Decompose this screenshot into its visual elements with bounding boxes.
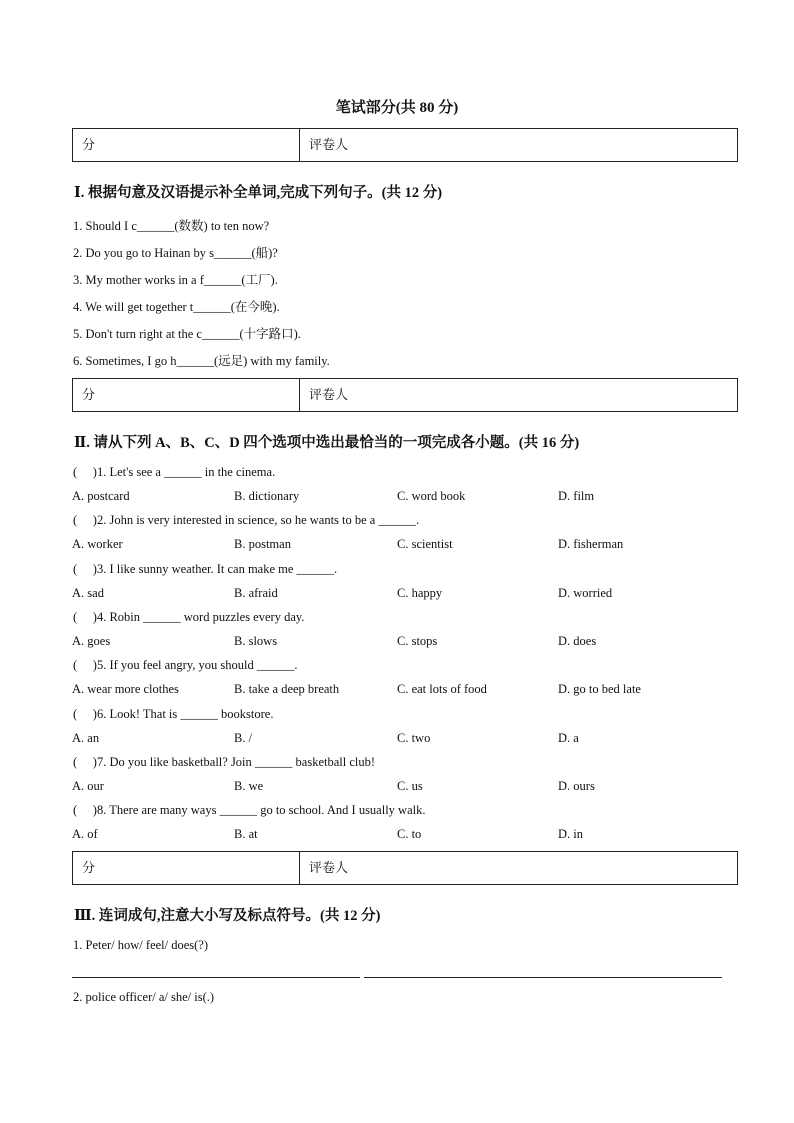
answer-option[interactable]: B. afraid <box>234 585 278 600</box>
answer-option[interactable]: D. fisherman <box>558 537 624 552</box>
answer-option[interactable]: D. film <box>558 489 595 503</box>
answer-option[interactable]: A. of <box>72 827 98 842</box>
question-stem: ( )1. Let's see a ______ in the cinema. <box>73 465 276 479</box>
answer-option[interactable]: C. word book <box>397 489 466 503</box>
answer-option[interactable]: C. stops <box>397 633 438 648</box>
question-stem: ( )5. If you feel angry, you should ______. <box>73 658 298 673</box>
answer-option[interactable]: A. an <box>72 730 100 745</box>
question-stem: ( )3. I like sunny weather. It can make me ______. <box>73 561 338 576</box>
score-cell: 分 <box>73 379 300 411</box>
fill-blank-item: 5. Don't turn right at the c______(十字路口). <box>73 327 301 341</box>
fill-blank-item: 2. Do you go to Hainan by s______(船)? <box>73 246 278 260</box>
section-1-heading: Ⅰ. 根据句意及汉语提示补全单词,完成下列句子。(共 12 分) <box>74 185 443 201</box>
question-stem: ( )6. Look! That is ______ bookstore. <box>73 706 274 721</box>
sentence-item: 2. police officer/ a/ she/ is(.) <box>73 990 215 1004</box>
answer-option[interactable]: C. happy <box>397 585 443 600</box>
answer-option[interactable]: D. ours <box>558 778 595 793</box>
answer-line[interactable] <box>72 977 360 978</box>
answer-option[interactable]: B. we <box>234 778 264 793</box>
answer-option[interactable]: B. slows <box>234 633 278 648</box>
score-cell: 分 <box>73 852 300 884</box>
answer-option[interactable]: B. / <box>234 730 253 745</box>
page-title: 笔试部分(共 80 分) <box>335 100 459 116</box>
answer-option[interactable]: B. at <box>234 827 258 842</box>
score-box <box>72 851 738 885</box>
fill-blank-item: 4. We will get together t______(在今晚). <box>73 300 280 314</box>
fill-blank-item: 3. My mother works in a f______(工厂). <box>73 273 278 287</box>
answer-option[interactable]: D. does <box>558 633 597 648</box>
answer-option[interactable]: B. postman <box>234 537 291 552</box>
question-stem: ( )2. John is very interested in science, so he wants to be a ______. <box>73 513 420 528</box>
answer-option[interactable]: D. a <box>558 730 579 745</box>
answer-option[interactable]: C. two <box>397 730 431 745</box>
answer-option[interactable]: C. scientist <box>397 537 453 552</box>
answer-option[interactable]: C. eat lots of food <box>397 682 487 697</box>
grader-cell: 评卷人 <box>309 137 349 152</box>
answer-option[interactable]: D. go to bed late <box>558 682 641 697</box>
answer-line[interactable] <box>364 977 722 978</box>
grader-cell: 评卷人 <box>309 387 349 402</box>
fill-blank-item: 6. Sometimes, I go h______(远足) with my family. <box>73 354 330 368</box>
section-2-heading: Ⅱ. 请从下列 A、B、C、D 四个选项中选出最恰当的一项完成各小题。(共 16 分) <box>74 435 580 451</box>
question-stem: ( )8. There are many ways ______ go to school. And I usually walk. <box>73 803 426 818</box>
score-cell: 分 <box>73 129 300 161</box>
score-box <box>72 378 738 412</box>
answer-option[interactable]: D. in <box>558 827 583 842</box>
answer-option[interactable]: B. dictionary <box>234 489 300 503</box>
answer-option[interactable]: B. take a deep breath <box>234 682 340 697</box>
score-box <box>72 128 738 162</box>
grader-cell: 评卷人 <box>309 860 349 875</box>
question-stem: ( )7. Do you like basketball? Join ______ basketball club! <box>73 754 376 769</box>
answer-option[interactable]: A. sad <box>72 585 104 600</box>
answer-option[interactable]: C. us <box>397 778 423 793</box>
answer-option[interactable]: C. to <box>397 827 422 842</box>
answer-option[interactable]: A. goes <box>72 633 111 648</box>
answer-option[interactable]: A. our <box>72 778 104 793</box>
answer-option[interactable]: A. worker <box>72 537 123 552</box>
sentence-item: 1. Peter/ how/ feel/ does(?) <box>73 938 209 952</box>
answer-option[interactable]: A. postcard <box>72 489 130 503</box>
answer-option[interactable]: A. wear more clothes <box>72 682 179 697</box>
section-3-heading: Ⅲ. 连词成句,注意大小写及标点符号。(共 12 分) <box>74 908 381 924</box>
answer-option[interactable]: D. worried <box>558 585 613 600</box>
question-stem: ( )4. Robin ______ word puzzles every day. <box>73 609 305 624</box>
fill-blank-item: 1. Should I c______(数数) to ten now? <box>73 219 270 233</box>
